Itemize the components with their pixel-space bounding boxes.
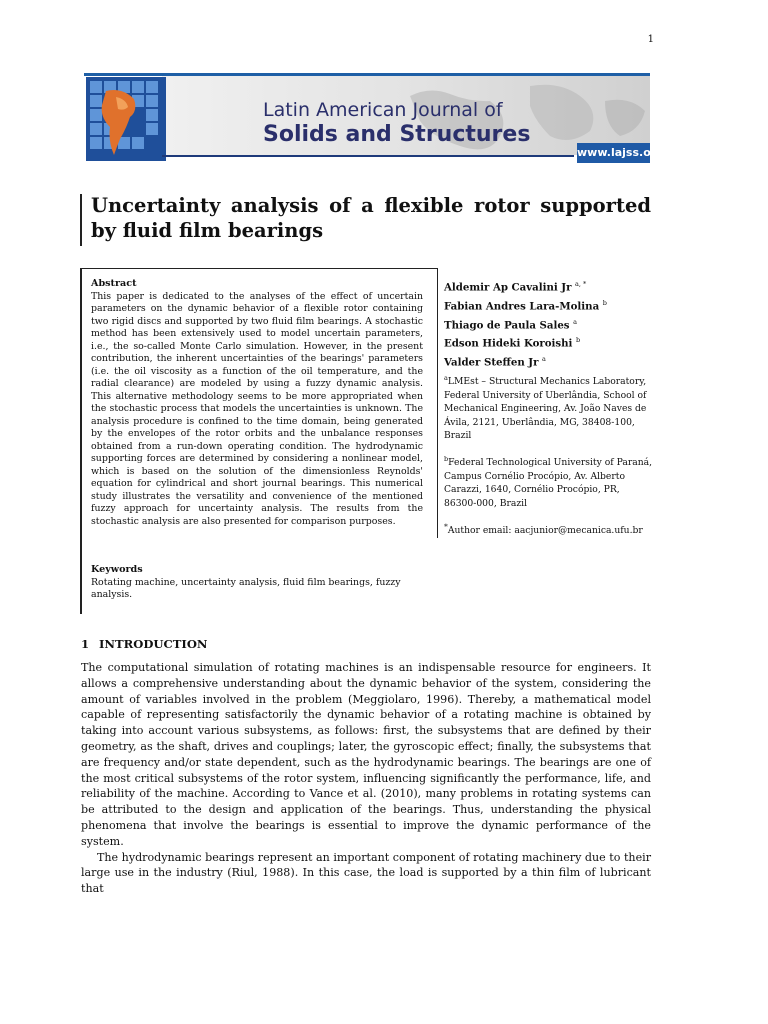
paper-title: Uncertainty analysis of a flexible rotor supported by fluid film bearings: [91, 194, 651, 242]
author-name: Edson Hideki Koroishi: [444, 337, 573, 350]
affiliation-text: Federal Technological University of Paraná, Campus Cornélio Procópio, Av. Alberto Carazzi, 1640, Cornélio Procópio, PR, 86300-000, Brazil: [444, 457, 653, 509]
keywords: [91, 564, 423, 602]
banner-underline: [162, 155, 574, 157]
abstract-top-rule: [80, 268, 438, 269]
keywords-heading: Keywords: [91, 564, 143, 575]
abstract-text: This paper is dedicated to the analyses of the effect of uncertain parameters on the dynamic behavior of a flexible rotor containing two rigid discs and supported by two fluid film bearings. A stochastic method has been extensively used to model uncertain parameters, i.e., the so-called Monte Carlo simulation. However, in the present contribution, the inherent uncertainties of the bearings' parameters (i.e. the oil viscosity as a function of the oil temperature, and the radial clearance) are modeled by using a fuzzy dynamic analysis. This alternative methodology seems to be more appropriated when the stochastic process that models the uncertainties is unknown. The analysis procedure is confined to the time domain, being generated by the envelopes of the rotor orbits and the unbalance responses obtained from a run-down operating condition. The hydrodynamic supporting forces are determined by considering a nonlinear model, which is based on the solution of the dimensionless Reynolds' equation for cylindrical and short journal bearings. This numerical study illustrates the versatility and convenience of the mentioned fuzzy approach for uncertainty analysis. The results from the stochastic analysis are also presented for comparison purposes.: [91, 290, 423, 527]
journal-banner: [84, 73, 665, 165]
author: [444, 315, 659, 334]
author-name: Valder Steffen Jr: [444, 356, 539, 369]
journal-url[interactable]: www.lajss.org: [577, 143, 650, 163]
author-list: [444, 277, 659, 371]
affiliation: [444, 372, 654, 443]
abstract-heading: Abstract: [91, 278, 137, 289]
author-sup: a, *: [575, 280, 587, 288]
author-sup: a: [573, 317, 577, 326]
section-title: INTRODUCTION: [99, 637, 208, 651]
introduction-body: [81, 660, 651, 897]
paragraph: The computational simulation of rotating machines is an indispensable resource for engineers. It allows a comprehensive understanding about the dynamic behavior of the system, considering the amount of variables involved in the problem (Meggiolaro, 1996). Thereby, a mathematical model capable of representing satisfactorily the dynamic behavior of a rotating machine is obtained by taking into account various subsystems, as follows: first, the subsystems that are defined by their geometry, as the shaft, drives and couplings; later, the gyroscopic effect; finally, the subsystems that are frequency and/or state dependent, such as the hydrodynamic bearings. The bearings are one of the most critical subsystems of the rotor system, influencing significantly the performance, life, and reliability of the machine. According to Vance et al. (2010), many problems in rotating systems can be attributed to the design and application of the bearings. Thus, understanding the physical phenomena that involve the bearings is essential to improve the dynamic performance of the system.: [81, 661, 651, 848]
section-number: 1: [81, 637, 90, 651]
author-sup: b: [575, 336, 581, 345]
author: [444, 277, 659, 296]
affiliations: [444, 372, 654, 538]
paragraph: The hydrodynamic bearings represent an important component of rotating machinery due to their large use in the industry (Riul, 1988). In this case, the load is supported by a thin film of lubricant that: [81, 850, 651, 896]
author: [444, 333, 659, 352]
affiliation: [444, 453, 654, 510]
author-email: [444, 520, 654, 538]
author-name: Fabian Andres Lara-Molina: [444, 300, 600, 313]
journal-logo: [86, 77, 166, 161]
title-rule: [80, 194, 82, 246]
abstract-left-rule: [80, 268, 82, 614]
author: [444, 352, 659, 371]
email-text[interactable]: Author email: aacjunior@mecanica.ufu.br: [447, 525, 643, 537]
journal-title-line2: Solids and Structures: [263, 122, 531, 147]
section-heading: [81, 637, 208, 651]
email-sup: *: [444, 522, 448, 532]
page-number: 1: [647, 34, 654, 45]
abstract: [91, 278, 423, 528]
affiliation-sup: b: [444, 455, 449, 464]
column-divider: [437, 268, 438, 538]
keywords-text: Rotating machine, uncertainty analysis, fluid film bearings, fuzzy analysis.: [91, 576, 401, 600]
author: [444, 296, 659, 315]
affiliation-sup: a: [444, 374, 448, 382]
author-sup: a: [542, 355, 546, 364]
author-name: Aldemir Ap Cavalini Jr: [444, 281, 572, 294]
author-name: Thiago de Paula Sales: [444, 318, 570, 331]
author-sup: b: [602, 298, 607, 307]
affiliation-text: LMEst – Structural Mechanics Laboratory, Federal University of Uberlândia, School of Mechanical Engineering, Av. João Naves de Ávila, 2121, Uberlândia, MG, 38408-100, Brazil: [444, 376, 647, 442]
journal-title-line1: Latin American Journal of: [263, 99, 503, 121]
